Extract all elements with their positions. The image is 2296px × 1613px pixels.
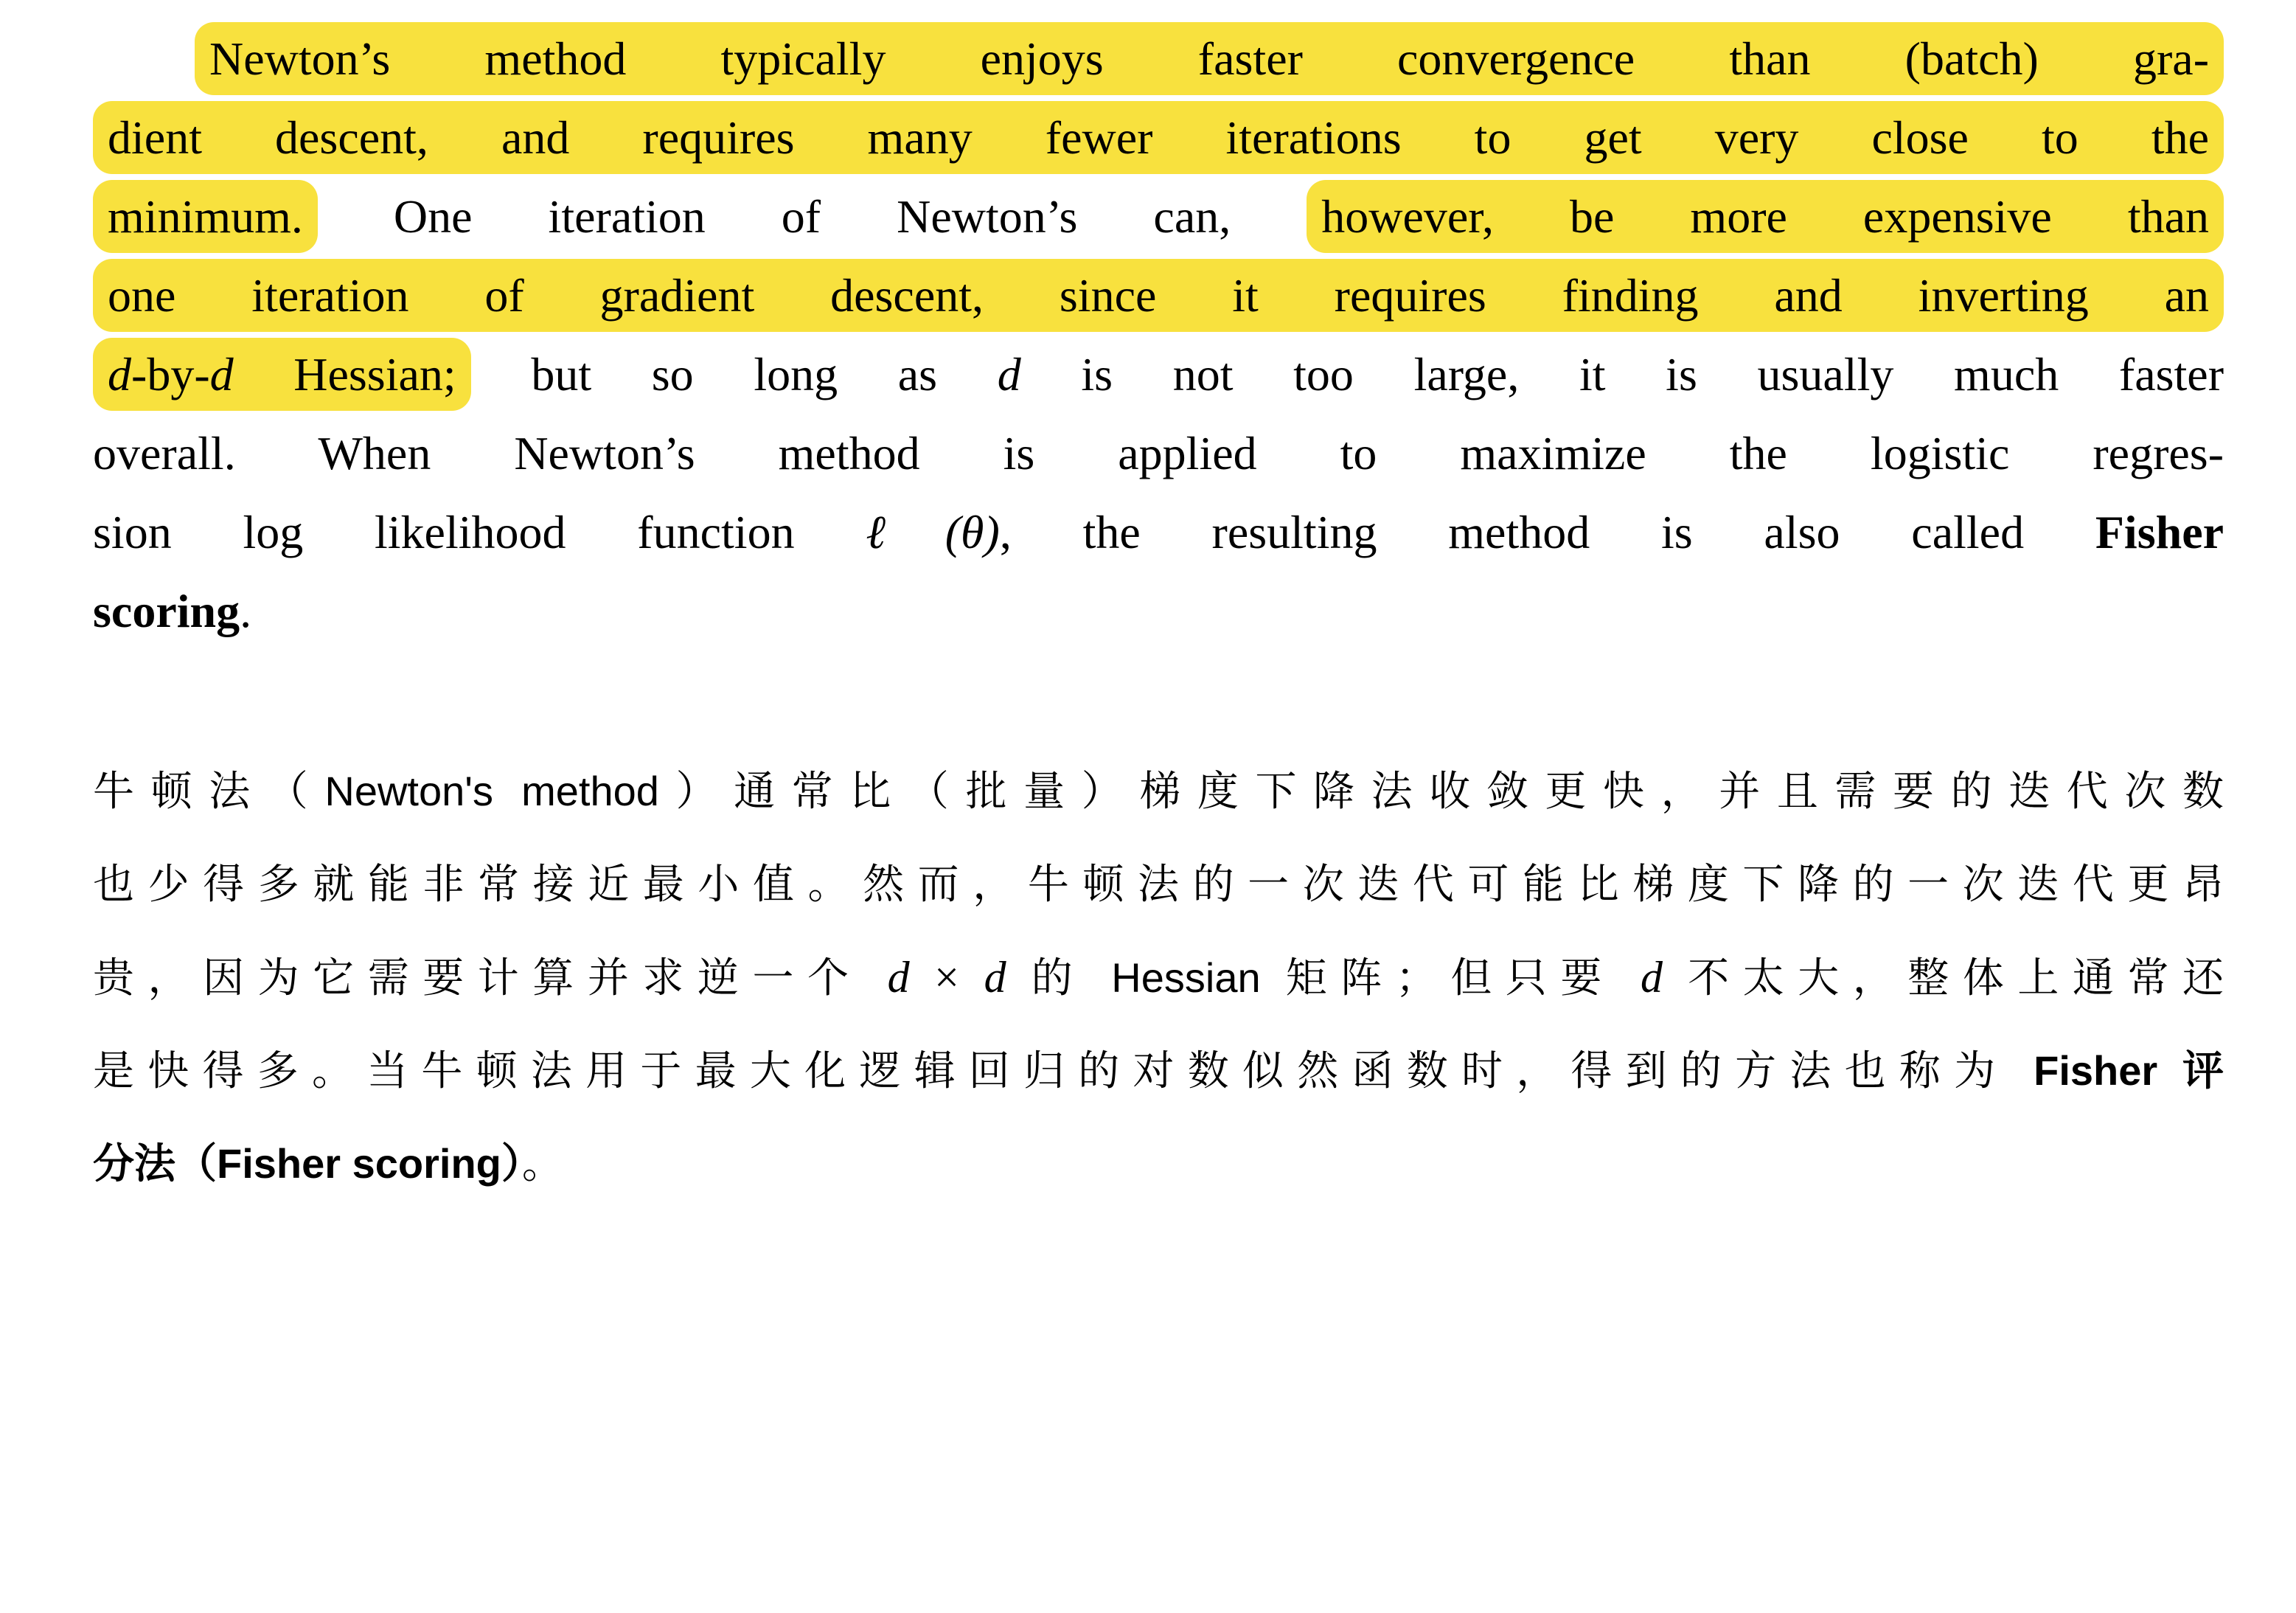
math-symbol: d: [887, 953, 910, 1002]
text-segment: 也少得多就能非常接近最小值。然而，牛顿法的一次迭代可能比梯度下降的一次迭代更昂: [93, 861, 2224, 907]
chinese-line-1: [93, 745, 2224, 838]
english-line-7: [93, 493, 2224, 572]
bold-term: Fisher: [2095, 506, 2224, 558]
english-paragraph: [93, 19, 2224, 651]
text-segment: One iteration of Newton’s can,: [317, 190, 1307, 243]
bold-term: scoring: [93, 585, 240, 637]
math-symbol: d: [984, 953, 1006, 1002]
english-line-4: [93, 256, 2224, 335]
text-segment: -by-: [131, 348, 210, 400]
text-segment: .: [240, 585, 252, 637]
text-segment: sion log likelihood function: [93, 506, 866, 558]
english-line-6: [93, 414, 2224, 493]
text-segment: overall. When Newton’s method is applied to maximize the logistic regres-: [93, 427, 2224, 479]
highlight-segment: however, be more expensive than: [1307, 180, 2224, 253]
english-line-1: [93, 19, 2224, 98]
english-line-5: [93, 335, 2224, 414]
highlight-segment: Newton’s method typically enjoys faster convergence than (batch) gra-: [195, 22, 2224, 95]
chinese-line-3: [93, 931, 2224, 1024]
math-symbol: d: [108, 348, 131, 400]
english-line-2: [93, 98, 2224, 177]
text-segment: is not too large, it is usually much faster: [1020, 348, 2224, 400]
math-symbol: d: [997, 348, 1021, 400]
text-segment: 。: [521, 1140, 563, 1187]
bold-term: 分法（Fisher scoring）: [93, 1140, 522, 1187]
highlight-segment: [93, 338, 471, 411]
highlight-segment: minimum.: [93, 180, 318, 253]
chinese-line-4: [93, 1024, 2224, 1117]
highlight-segment: one iteration of gradient descent, since it requires finding and inverting an: [93, 259, 2224, 332]
text-segment: Hessian;: [233, 348, 456, 400]
english-line-8: [93, 572, 2224, 651]
text-segment: but so long as: [470, 348, 998, 400]
bold-term: Fisher 评: [2034, 1047, 2224, 1094]
math-symbol: d: [1641, 953, 1663, 1002]
text-segment: 牛顿法（Newton's method）通常比（批量）梯度下降法收敛更快，并且需要的迭代次数: [93, 768, 2224, 814]
chinese-line-5: [93, 1117, 2224, 1210]
math-expression: ℓ(θ): [866, 506, 1000, 558]
text-segment: 贵，因为它需要计算并求逆一个: [93, 954, 888, 1001]
math-symbol: d: [209, 348, 234, 400]
highlight-segment: dient descent, and requires many fewer iterations to get very close to the: [93, 101, 2224, 174]
chinese-line-2: [93, 838, 2224, 931]
text-segment: 的 Hessian 矩阵；但只要: [1006, 954, 1641, 1001]
text-segment: 是快得多。当牛顿法用于最大化逻辑回归的对数似然函数时，得到的方法也称为: [93, 1047, 2034, 1094]
english-line-3: [93, 177, 2224, 256]
text-segment: 不太大，整体上通常还: [1663, 954, 2224, 1001]
text-segment: , the resulting method is also called: [999, 506, 2095, 558]
math-operator: ×: [909, 953, 984, 1002]
chinese-paragraph: [93, 745, 2224, 1210]
